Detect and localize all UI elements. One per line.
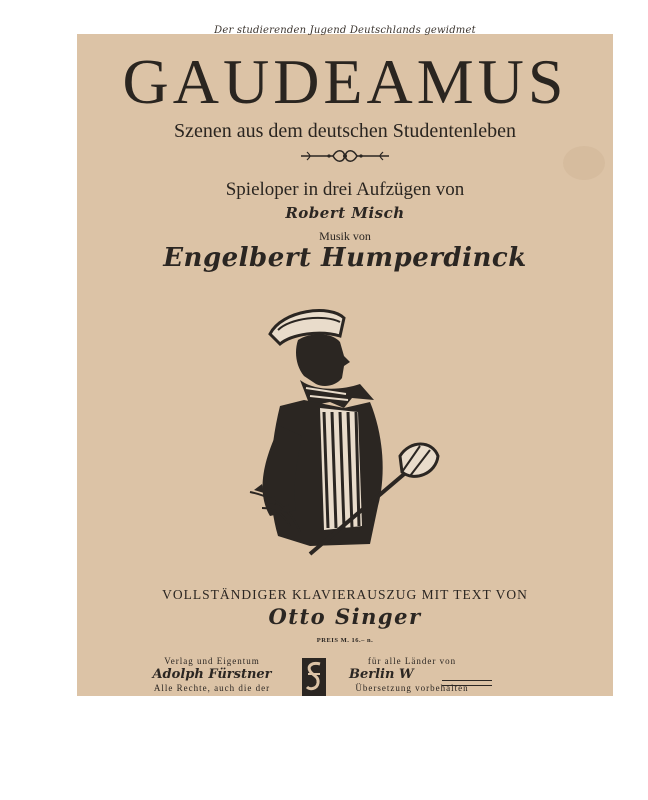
vocal-score-line: VOLLSTÄNDIGER KLAVIERAUSZUG MIT TEXT VON [162, 587, 528, 602]
publisher-right-top: für alle Länder von [367, 656, 457, 666]
page-title: GAUDEAMUS [122, 46, 568, 117]
publisher-city: Berlin W [349, 667, 414, 682]
publisher-logo-icon [302, 658, 326, 701]
publisher-right-cut: Übersetzung vorbehalten [355, 683, 469, 693]
cover-sheet [77, 25, 613, 696]
publisher-left-block [127, 656, 297, 693]
librettist-name: Robert Misch [285, 204, 405, 222]
ornament-icon [77, 148, 613, 169]
price-label: PREIS M. 16.– n. [316, 637, 374, 644]
music-by-label: Musik von [319, 229, 371, 243]
publisher-name: Adolph Fürstner [152, 667, 272, 682]
publisher-left-cut: Alle Rechte, auch die der [153, 683, 271, 693]
publisher-rule [442, 680, 492, 686]
dedication-text: Der studierenden Jugend Deutschlands gewidmet [214, 25, 476, 36]
publisher-left-top: Verlag und Eigentum [164, 656, 260, 666]
arranger-name: Otto Singer [268, 604, 422, 629]
publisher-right-block [337, 656, 487, 693]
composer-name: Engelbert Humperdinck [163, 243, 527, 273]
student-silhouette-icon [77, 296, 613, 581]
subtitle: Szenen aus dem deutschen Studentenleben [173, 120, 517, 142]
opera-description: Spieloper in drei Aufzügen von [225, 179, 465, 200]
